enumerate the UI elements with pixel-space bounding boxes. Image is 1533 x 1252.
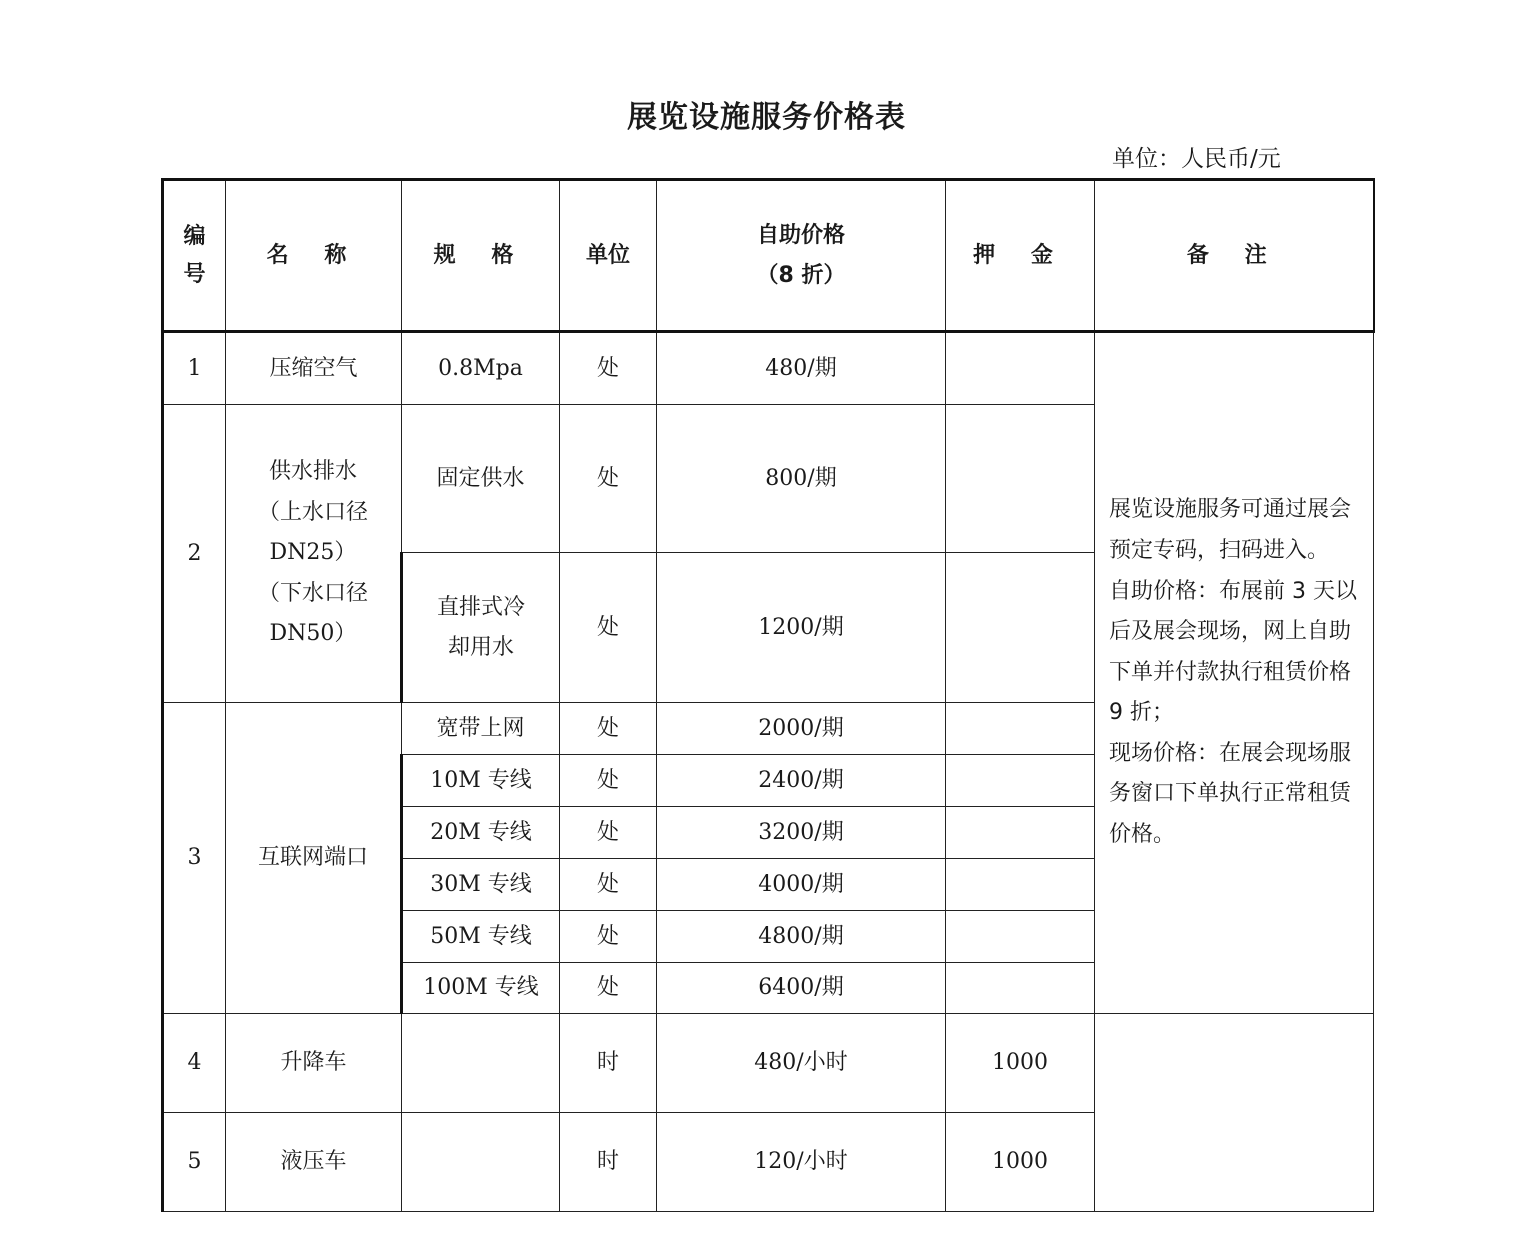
cell-deposit — [946, 405, 1095, 553]
cell-deposit — [946, 911, 1095, 963]
cell-price: 2000/期 — [657, 703, 946, 755]
cell-price: 800/期 — [657, 405, 946, 553]
remark-cell: 展览设施服务可通过展会预定专码，扫码进入。 自助价格：布展前 3 天以后及展会现场，网上自助下单并付款执行租赁价格 9 折； 现场价格：在展会现场服务窗口下单执行正常租赁价格。 — [1095, 332, 1374, 1014]
cell-spec: 0.8Mpa — [402, 332, 560, 405]
cell-unit: 处 — [560, 553, 657, 703]
header-unit: 单位 — [560, 180, 657, 332]
cell-deposit — [946, 553, 1095, 703]
cell-deposit: 1000 — [946, 1113, 1095, 1212]
cell-spec: 50M 专线 — [402, 911, 560, 963]
cell-unit: 处 — [560, 859, 657, 911]
table-row — [163, 332, 1374, 405]
cell-price: 480/期 — [657, 332, 946, 405]
cell-price: 1200/期 — [657, 553, 946, 703]
price-table — [161, 178, 1375, 1212]
cell-deposit — [946, 807, 1095, 859]
cell-no: 3 — [163, 703, 226, 1014]
cell-spec: 直排式冷 却用水 — [402, 553, 560, 703]
cell-no: 1 — [163, 332, 226, 405]
remark-cell-lower — [1095, 1014, 1374, 1212]
header-name: 名 称 — [226, 180, 402, 332]
cell-spec: 20M 专线 — [402, 807, 560, 859]
cell-no: 4 — [163, 1014, 226, 1113]
cell-deposit — [946, 859, 1095, 911]
cell-price: 3200/期 — [657, 807, 946, 859]
cell-price: 6400/期 — [657, 963, 946, 1014]
cell-unit: 处 — [560, 703, 657, 755]
cell-unit: 处 — [560, 911, 657, 963]
cell-deposit: 1000 — [946, 1014, 1095, 1113]
header-row — [163, 180, 1374, 332]
cell-unit: 处 — [560, 755, 657, 807]
header-remark: 备 注 — [1095, 180, 1374, 332]
header-self-price: 自助价格 （8 折） — [657, 180, 946, 332]
cell-price: 480/小时 — [657, 1014, 946, 1113]
cell-spec — [402, 1113, 560, 1212]
header-deposit: 押 金 — [946, 180, 1095, 332]
cell-spec: 10M 专线 — [402, 755, 560, 807]
cell-no: 5 — [163, 1113, 226, 1212]
cell-deposit — [946, 755, 1095, 807]
cell-price: 4800/期 — [657, 911, 946, 963]
cell-unit: 时 — [560, 1014, 657, 1113]
page-title: 展览设施服务价格表 — [627, 100, 906, 135]
cell-name: 供水排水 （上水口径 DN25） （下水口径 DN50） — [226, 405, 402, 703]
cell-price: 4000/期 — [657, 859, 946, 911]
cell-deposit — [946, 703, 1095, 755]
cell-unit: 处 — [560, 963, 657, 1014]
cell-deposit — [946, 963, 1095, 1014]
cell-price: 2400/期 — [657, 755, 946, 807]
cell-unit: 处 — [560, 807, 657, 859]
currency-unit-note: 单位：人民币/元 — [1112, 146, 1281, 172]
cell-price: 120/小时 — [657, 1113, 946, 1212]
cell-spec: 30M 专线 — [402, 859, 560, 911]
cell-spec: 100M 专线 — [402, 963, 560, 1014]
cell-name: 升降车 — [226, 1014, 402, 1113]
cell-unit: 时 — [560, 1113, 657, 1212]
cell-unit: 处 — [560, 332, 657, 405]
cell-name: 液压车 — [226, 1113, 402, 1212]
cell-unit: 处 — [560, 405, 657, 553]
cell-name: 互联网端口 — [226, 703, 402, 1014]
cell-no: 2 — [163, 405, 226, 703]
cell-spec — [402, 1014, 560, 1113]
table-row — [163, 1014, 1374, 1113]
header-no: 编 号 — [163, 180, 226, 332]
cell-spec: 宽带上网 — [402, 703, 560, 755]
cell-name: 压缩空气 — [226, 332, 402, 405]
cell-spec: 固定供水 — [402, 405, 560, 553]
header-spec: 规 格 — [402, 180, 560, 332]
cell-deposit — [946, 332, 1095, 405]
